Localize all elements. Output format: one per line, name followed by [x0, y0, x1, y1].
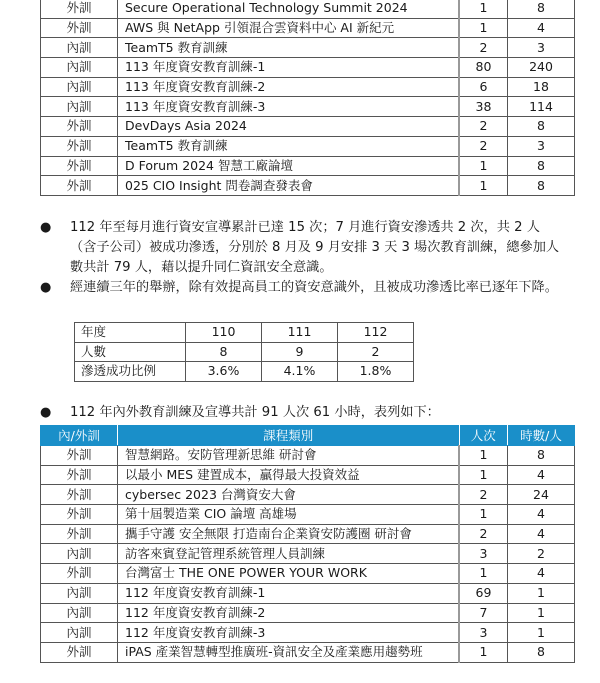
table-row	[41, 544, 575, 564]
cell-111: 111	[262, 323, 338, 343]
cell-course: 112 年度資安教育訓練-2	[118, 603, 460, 623]
cell-course: 112 年度資安教育訓練-1	[118, 583, 460, 603]
cell-hours: 4	[508, 524, 575, 544]
paragraph-text: 112 年至每月進行資安宣導累計已達 15 次；7 月進行資安滲透共 2 次，共 2 人（含子公司）被成功滲透，分別於 8 月及 9 月安排 3 天 3 場次教育訓練，總參加人數共計 79 人，藉以提升同仁資訊安全意識。	[70, 220, 560, 275]
cell-course: D Forum 2024 智慧工廠論壇	[118, 156, 460, 176]
cell-course: Secure Operational Technology Summit 2024	[118, 0, 460, 18]
bullet-icon: ●	[40, 280, 52, 295]
cell-people: 2	[459, 117, 508, 137]
table-row	[75, 342, 414, 362]
paragraph-text: 112 年內外教育訓練及宣導共計 91 人次 61 小時，表列如下：	[70, 405, 440, 420]
cell-hours: 4	[508, 465, 575, 485]
table-row	[41, 524, 575, 544]
cell-course: 113 年度資安教育訓練-2	[118, 77, 460, 97]
cell-people: 38	[459, 97, 508, 117]
cell-hours: 114	[508, 97, 575, 117]
table-row	[41, 77, 575, 97]
cell-110: 110	[186, 323, 262, 343]
cell-type: 內訓	[41, 58, 118, 78]
cell-course: 以最小 MES 建置成本，贏得最大投資效益	[118, 465, 460, 485]
cell-hours: 3	[508, 38, 575, 58]
cell-110: 3.6%	[186, 362, 262, 382]
cell-111: 4.1%	[262, 362, 338, 382]
cell-course: 113 年度資安教育訓練-3	[118, 97, 460, 117]
training-table-2024	[40, 0, 575, 196]
table-row	[41, 623, 575, 643]
cell-course: TeamT5 教育訓練	[118, 38, 460, 58]
cell-course: 攜手守護 安全無限 打造南台企業資安防護圈 研討會	[118, 524, 460, 544]
cell-hours: 8	[508, 176, 575, 196]
cell-hours: 8	[508, 446, 575, 466]
cell-hours: 4	[508, 18, 575, 38]
cell-type: 外訓	[41, 176, 118, 196]
cell-people: 2	[459, 38, 508, 58]
table-row	[41, 18, 575, 38]
cell-hours: 8	[508, 642, 575, 662]
cell-people: 1	[459, 505, 508, 525]
cell-type: 外訓	[41, 18, 118, 38]
cell-course: 第十屆製造業 CIO 論壇 高雄場	[118, 505, 460, 525]
table-row	[41, 97, 575, 117]
cell-type: 外訓	[41, 564, 118, 584]
table-header-row	[41, 426, 575, 446]
cell-course: 113 年度資安教育訓練-1	[118, 58, 460, 78]
cell-people: 1	[459, 642, 508, 662]
header-type: 內/外訓	[41, 426, 118, 446]
cell-course: iPAS 產業智慧轉型推廣班-資訊安全及產業應用趨勢班	[118, 642, 460, 662]
cell-hours: 8	[508, 156, 575, 176]
cell-type: 外訓	[41, 642, 118, 662]
table-row	[41, 583, 575, 603]
cell-112: 1.8%	[338, 362, 414, 382]
cell-type: 內訓	[41, 97, 118, 117]
cell-label: 年度	[75, 323, 186, 343]
table-row	[41, 58, 575, 78]
bullet-paragraph-awareness	[40, 218, 565, 278]
cell-type: 外訓	[41, 505, 118, 525]
cell-hours: 8	[508, 117, 575, 137]
cell-people: 7	[459, 603, 508, 623]
cell-type: 外訓	[41, 524, 118, 544]
cell-course: 智慧網路。安防管理新思維 研討會	[118, 446, 460, 466]
cell-type: 外訓	[41, 446, 118, 466]
cell-people: 6	[459, 77, 508, 97]
table-row	[41, 505, 575, 525]
table-row	[41, 603, 575, 623]
cell-course: 025 CIO Insight 問卷調查發表會	[118, 176, 460, 196]
cell-111: 9	[262, 342, 338, 362]
header-hours: 時數/人	[508, 426, 575, 446]
cell-people: 1	[459, 564, 508, 584]
cell-110: 8	[186, 342, 262, 362]
table-row	[41, 0, 575, 18]
header-people: 人次	[459, 426, 508, 446]
penetration-rate-table	[74, 322, 414, 382]
cell-course: AWS 與 NetApp 引領混合雲資料中心 AI 新紀元	[118, 18, 460, 38]
cell-people: 69	[459, 583, 508, 603]
table-row	[41, 136, 575, 156]
bullet-icon: ●	[40, 220, 52, 235]
cell-course: TeamT5 教育訓練	[118, 136, 460, 156]
cell-type: 內訓	[41, 544, 118, 564]
cell-course: DevDays Asia 2024	[118, 117, 460, 137]
cell-hours: 4	[508, 564, 575, 584]
cell-course: 112 年度資安教育訓練-3	[118, 623, 460, 643]
cell-type: 外訓	[41, 485, 118, 505]
cell-type: 外訓	[41, 465, 118, 485]
cell-type: 內訓	[41, 583, 118, 603]
cell-people: 3	[459, 623, 508, 643]
table-row	[41, 564, 575, 584]
table-row	[41, 156, 575, 176]
table-row	[75, 362, 414, 382]
cell-label: 人數	[75, 342, 186, 362]
cell-people: 1	[459, 0, 508, 18]
cell-people: 3	[459, 544, 508, 564]
table-row	[41, 38, 575, 58]
cell-type: 外訓	[41, 0, 118, 18]
cell-people: 2	[459, 485, 508, 505]
table-row	[41, 485, 575, 505]
cell-people: 2	[459, 136, 508, 156]
paragraph-text: 經連續三年的舉辦，除有效提高員工的資安意識外，且被成功滲透比率已逐年下降。	[70, 280, 558, 295]
cell-type: 內訓	[41, 38, 118, 58]
training-table-2023	[40, 425, 575, 663]
cell-type: 內訓	[41, 623, 118, 643]
cell-type: 外訓	[41, 136, 118, 156]
cell-hours: 4	[508, 505, 575, 525]
cell-course: 訪客來賓登記管理系統管理人員訓練	[118, 544, 460, 564]
table-row	[41, 465, 575, 485]
cell-hours: 3	[508, 136, 575, 156]
cell-people: 1	[459, 176, 508, 196]
cell-hours: 18	[508, 77, 575, 97]
bullet-paragraph-trend	[40, 278, 565, 298]
cell-hours: 240	[508, 58, 575, 78]
cell-type: 內訓	[41, 77, 118, 97]
cell-hours: 2	[508, 544, 575, 564]
cell-people: 1	[459, 156, 508, 176]
cell-type: 外訓	[41, 156, 118, 176]
cell-112: 2	[338, 342, 414, 362]
header-course: 課程類別	[118, 426, 460, 446]
cell-course: 台灣富士 THE ONE POWER YOUR WORK	[118, 564, 460, 584]
bullet-paragraph-summary	[40, 403, 565, 423]
cell-type: 外訓	[41, 117, 118, 137]
cell-112: 112	[338, 323, 414, 343]
cell-label: 滲透成功比例	[75, 362, 186, 382]
cell-people: 2	[459, 524, 508, 544]
cell-hours: 24	[508, 485, 575, 505]
cell-hours: 1	[508, 623, 575, 643]
bullet-icon: ●	[40, 405, 52, 420]
cell-people: 1	[459, 465, 508, 485]
table-row	[75, 323, 414, 343]
cell-hours: 8	[508, 0, 575, 18]
cell-people: 80	[459, 58, 508, 78]
cell-hours: 1	[508, 583, 575, 603]
cell-type: 內訓	[41, 603, 118, 623]
table-row	[41, 446, 575, 466]
table-row	[41, 642, 575, 662]
table-row	[41, 117, 575, 137]
table-row	[41, 176, 575, 196]
cell-hours: 1	[508, 603, 575, 623]
cell-people: 1	[459, 18, 508, 38]
cell-people: 1	[459, 446, 508, 466]
cell-course: cybersec 2023 台灣資安大會	[118, 485, 460, 505]
